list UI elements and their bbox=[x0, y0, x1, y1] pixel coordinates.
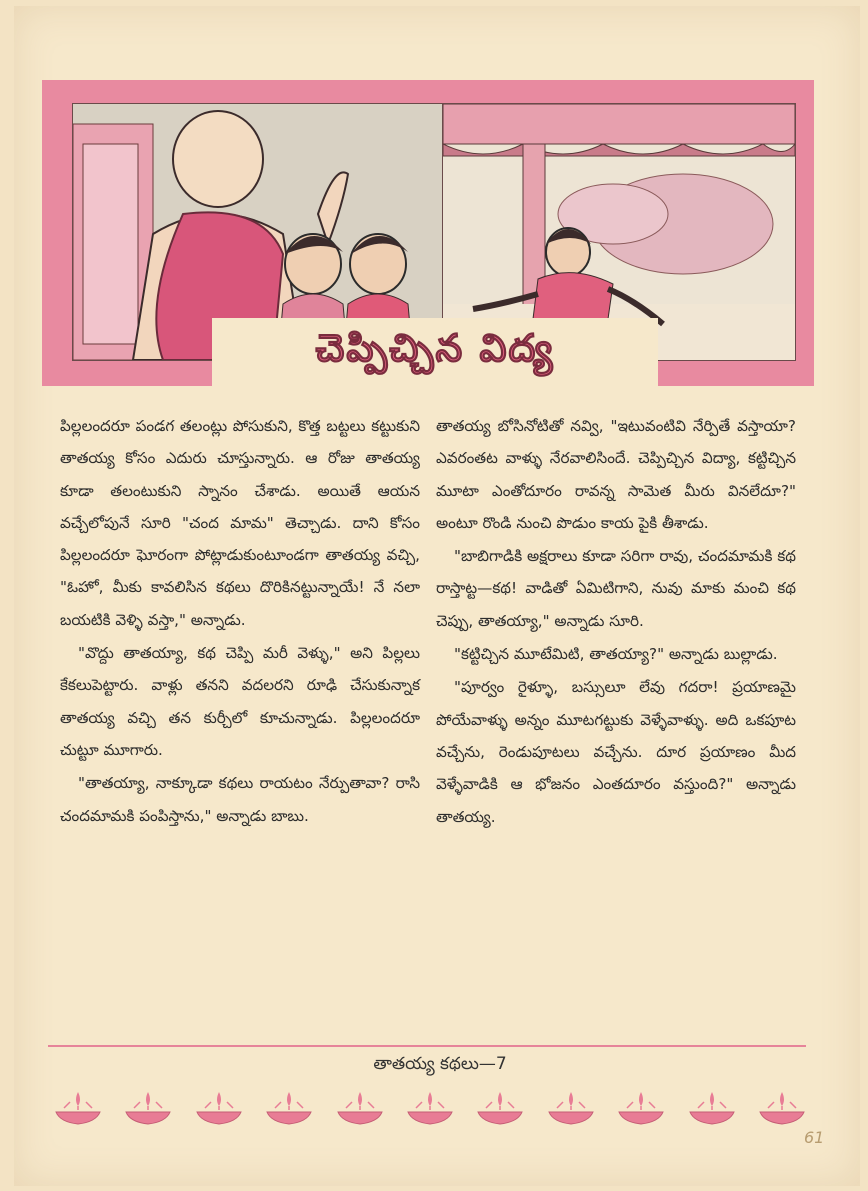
oil-lamp-icon bbox=[332, 1088, 388, 1128]
oil-lamp-icon bbox=[543, 1088, 599, 1128]
oil-lamp-icon bbox=[684, 1088, 740, 1128]
paragraph: "బాబిగాడికి అక్షరాలు కూడా సరిగా రావు, చందమామకి కథ రాస్తాట్ట—కథ! వాడితో ఏమిటిగాని, నువు మాకు మంచి కథ చెప్పు, తాతయ్యా," అన్నాడు సూరి. bbox=[436, 547, 796, 630]
oil-lamp-icon bbox=[50, 1088, 106, 1128]
paragraph: "పూర్వం రైళ్ళూ, బస్సులూ లేవు గదరా! ప్రయాణమై పోయేవాళ్ళు అన్నం మూటగట్టుకు వెళ్ళేవాళ్ళు. అది ఒకపూట వచ్చేను, రెండుపూటలు వచ్చేను. దూర ప్రయాణం మీద వెళ్ళేవాడికి ఆ భోజనం ఎంతదూరం వస్తుంది?" అన్నాడు తాతయ్య. bbox=[436, 678, 796, 826]
oil-lamp-icon bbox=[120, 1088, 176, 1128]
lamp-border bbox=[50, 1088, 810, 1128]
oil-lamp-icon bbox=[402, 1088, 458, 1128]
series-label: తాతయ్య కథలు—7 bbox=[373, 1054, 507, 1074]
text-column-left bbox=[60, 410, 420, 832]
paragraph: పిల్లలందరూ పండగ తలంట్లు పోసుకుని, కొత్త బట్టలు కట్టుకుని తాతయ్య కోసం ఎదురు చూస్తున్నారు. ఆ రోజు తాతయ్య కూడా తలంటుకుని స్నానం చేశాడు. అయితే ఆయన వచ్చేలోపునే సూరి "చంద మామ" తెచ్చాడు. దాని కోసం పిల్లలందరూ ఘోరంగా పోట్లాడుకుంటూండగా తాతయ్య వచ్చి, "ఓహో, మీకు కావలిసిన కథలు దొరికినట్టున్నాయే! నే నలా బయటికి వెళ్ళి వస్తా," అన్నాడు. bbox=[60, 417, 420, 629]
footer-rule bbox=[48, 1045, 806, 1047]
paragraph: "కట్టిచ్చిన మూటేమిటి, తాతయ్యా?" అన్నాడు బుల్లాడు. bbox=[454, 645, 778, 664]
text-column-right bbox=[436, 410, 796, 833]
oil-lamp-icon bbox=[191, 1088, 247, 1128]
page-number-mark: 61 bbox=[804, 1128, 825, 1147]
oil-lamp-icon bbox=[261, 1088, 317, 1128]
oil-lamp-icon bbox=[754, 1088, 810, 1128]
paragraph: తాతయ్య బోసినోటితో నవ్వి, "ఇటువంటివి నేర్పితే వస్తాయా? ఎవరంతట వాళ్ళు నేరవాలిసిందే. చెప్పిచ్చిన విద్యా, కట్టిచ్చిన మూటా ఎంతోదూరం రావన్న సామెత మీరు వినలేదూ?" అంటూ రొండి నుంచి పొడుం కాయ పైకి తీశాడు. bbox=[436, 417, 796, 532]
oil-lamp-icon bbox=[472, 1088, 528, 1128]
paragraph: "వొద్దు తాతయ్యా, కథ చెప్పి మరీ వెళ్ళు," అని పిల్లలు కేకలుపెట్టారు. వాళ్లు తనని వదలరని రూఢి చేసుకున్నాక తాతయ్య వచ్చి తన కుర్చీలో కూచున్నాడు. పిల్లలందరూ చుట్టూ మూగారు. bbox=[60, 644, 420, 759]
story-title: చెప్పిచ్చిన విద్య bbox=[315, 326, 555, 370]
paragraph: "తాతయ్యా, నాక్కూడా కథలు రాయటం నేర్పుతావా? రాసి చందమామకి పంపిస్తాను," అన్నాడు బాబు. bbox=[60, 774, 420, 825]
oil-lamp-icon bbox=[613, 1088, 669, 1128]
